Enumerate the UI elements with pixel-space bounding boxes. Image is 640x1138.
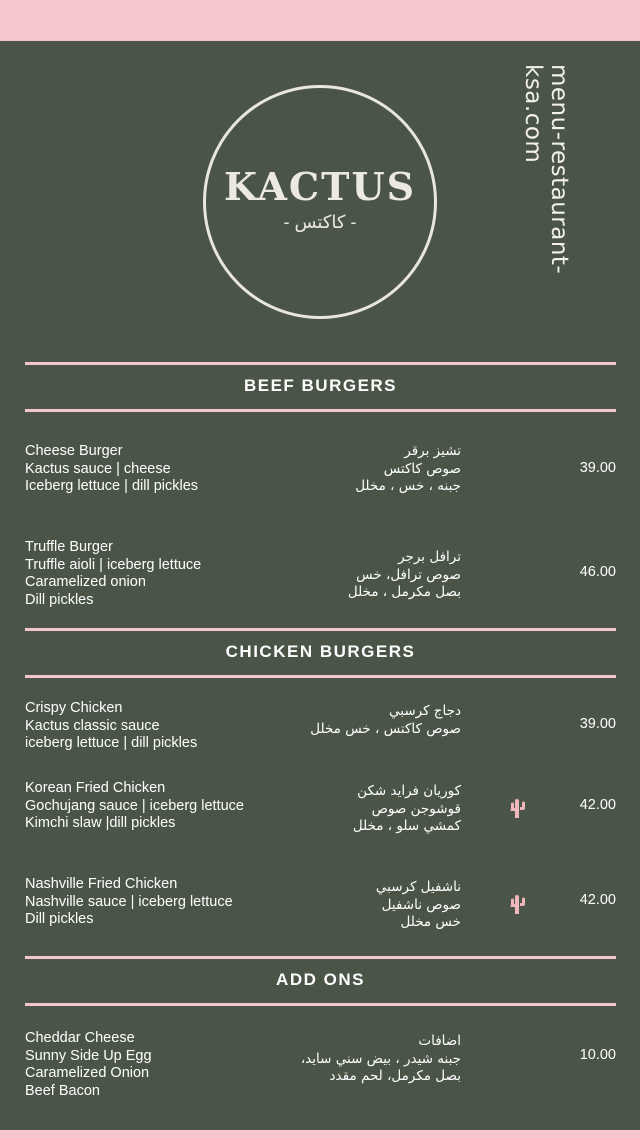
item-name: Truffle Burger [25, 539, 113, 555]
item-desc: Dill pickles [25, 591, 94, 608]
divider [25, 362, 616, 365]
item-desc-ar: خس مخلل [400, 914, 461, 930]
item-desc: Truffle aioli | iceberg lettuce [25, 556, 202, 573]
item-desc: Caramelized onion [25, 574, 146, 590]
cactus-icon [508, 893, 526, 915]
section-title-chicken: CHICKEN BURGERS [225, 642, 416, 661]
item-price: 46.00 [579, 564, 616, 580]
item-desc-ar: صوص كاكتس ، خس مخلل [310, 720, 461, 737]
item-price: 10.00 [579, 1047, 616, 1063]
item-price: 39.00 [579, 716, 616, 732]
item-desc-ar: كمشي سلو ، مخلل [352, 818, 461, 834]
divider [25, 675, 616, 678]
item-desc: Sunny Side Up Egg [25, 1047, 152, 1064]
item-ar-text [201, 783, 461, 836]
item-ar-text [201, 443, 461, 496]
section-title-addons: ADD ONS [276, 970, 365, 989]
item-desc: Beef Bacon [25, 1082, 100, 1099]
divider [25, 628, 616, 631]
item-ar-text [201, 549, 461, 602]
item-name-ar: ناشفيل كرسبي [375, 879, 461, 895]
item-name: Cheese Burger [25, 443, 123, 459]
item-ar-text [201, 879, 461, 932]
section-title-beef: BEEF BURGERS [243, 376, 398, 395]
item-name-ar: دجاج كرسبي [389, 703, 461, 719]
item-ar-text [201, 703, 461, 738]
item-price: 42.00 [579, 892, 616, 908]
item-desc: Kimchi slaw |dill pickles [25, 815, 176, 831]
item-desc-ar: صوص كاكتس [383, 460, 461, 477]
item-desc: Gochujang sauce | iceberg lettuce [25, 797, 244, 814]
item-desc-ar: صوص ترافل، خس [356, 566, 461, 583]
item-name: Korean Fried Chicken [25, 780, 166, 796]
item-desc: Nashville sauce | iceberg lettuce [25, 893, 233, 910]
item-desc-ar: قوشوجن صوص [371, 800, 461, 817]
cactus-icon [508, 797, 526, 819]
watermark: menu-restaurant-ksa.com [520, 64, 572, 275]
brand-arabic: - كاكتس - [283, 212, 357, 232]
item-name-ar: ترافل برجر [398, 549, 461, 565]
item-name: Cheddar Cheese [25, 1030, 135, 1046]
item-desc: iceberg lettuce | dill pickles [25, 735, 198, 751]
item-desc: Dill pickles [25, 911, 94, 927]
item-ar-text [201, 1033, 461, 1086]
item-name: Crispy Chicken [25, 700, 123, 716]
item-price: 39.00 [579, 460, 616, 476]
item-desc: Caramelized Onion [25, 1065, 150, 1081]
brand-name: KACTUS [223, 164, 417, 209]
item-name-ar: تشيز برقر [404, 443, 461, 459]
item-desc-ar: جبنه شيدر ، بيض سني سايد، [300, 1050, 461, 1067]
item-desc-ar: بصل مكرمل، لحم مقدد [329, 1068, 461, 1084]
item-desc: Iceberg lettuce | dill pickles [25, 478, 199, 494]
item-name-ar: اضافات [418, 1033, 461, 1049]
divider [25, 956, 616, 959]
item-desc-ar: جبنه ، خس ، مخلل [355, 478, 461, 494]
item-name: Nashville Fried Chicken [25, 876, 178, 892]
item-desc: Kactus sauce | cheese [25, 460, 171, 477]
item-name-ar: كوريان فرايد شكن [357, 783, 461, 799]
item-desc-ar: بصل مكرمل ، مخلل [347, 584, 461, 600]
item-desc: Kactus classic sauce [25, 717, 160, 734]
divider [25, 1003, 616, 1006]
item-price: 42.00 [579, 797, 616, 813]
divider [25, 409, 616, 412]
item-desc-ar: صوص ناشفيل [381, 896, 461, 913]
